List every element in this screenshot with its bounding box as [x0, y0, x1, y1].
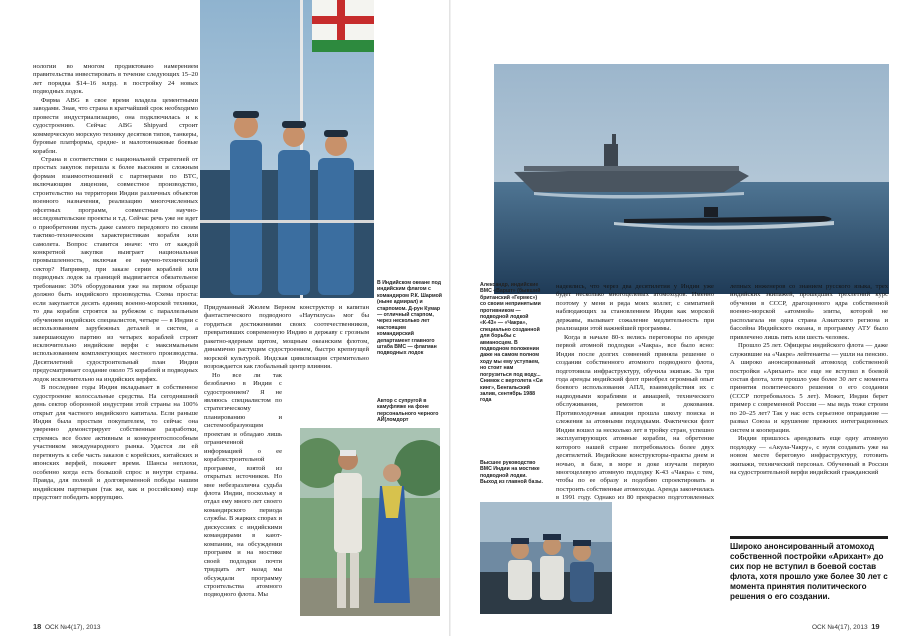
paragraph: нологии во многом продиктовано намерением правительства инвестировать в течение следующих 15–20 лет порядка $14–16 млрд. в постройку 24 новых подводных лодок.: [33, 63, 198, 96]
right-magazine-issue: ОСК №4(17), 2013: [812, 624, 868, 631]
right-page-column-2: [730, 283, 888, 533]
paragraph: В последние годы Индия вкладывает в собственное судостроение колоссальные средства. На сегодняшний день сектор оборонной индустрии этой страны на 100% открыт для частного индийского капитала. Если раньше Индия была простым покупателем, то сейчас она уверенно демонстрирует собственные разработки, стремясь все более активным и конкурентоспособным участником международного рынка. Удастся ли ей перетянуть к себе часть заказов с корейских, китайских и японских верфей, покажет время. Шансы неплохи, особенно когда есть большой спрос и внутри страны. Правда, для полной и долговременной победы нашим индийским партнерам (так же, как и российским) еще предстоит победить коррупцию.: [33, 384, 198, 502]
pull-quote: Широко анонсированный атомоход собственной постройки «Арихант» до сих пор не вступил в боевой состав флота, хотя прошло уже более 30 лет с момента принятия политического решения о его создании.: [730, 536, 888, 614]
photo-caption: Автор с супругой в камуфляже на фоне персонального черного АЙ(ломдорт: [377, 398, 439, 424]
paragraph: надеялись, что через два десятилетия у Индии уже будет несколько многоцелевых атомоходов. Именно поэтому у меня и ряда моих коллег, с симпатией наблюдающих за становлением Индии как морской державы, вызывает сожаление медлительность при реализации этой важнейшей программы.: [556, 283, 714, 333]
paragraph: Страна в соответствии с национальной стратегией от простых закупок перешла к более высоким и сложным формам взаимоотношений с партнерами по ВТС, включающим лицензии, совместное производство, строительство на территории Индии различных объектов военного назначения, реализацию многочисленных офсетных программ, совместные научно-исследовательские проекты и т.д. Сейчас речь уже не идет о приобретении пусть даже самого передового по своим тактико-техническим характеристикам корабля или самолета. Вопрос ставится иначе: что от каждой конкретной закупки выиграет национальная промышленность, включая ее научно-технический сектор? Например, при заказе серии кораблей или подводных лодок за границей выдвигается обязательное требование: 30% оборудования уже на первом образце должно быть индийского производства. Схема проста: если закупается десять единиц военно-морской техники, то два корабля строятся за рубежом с параллельным обучением индийских специалистов, четыре — в Индии с использованием зарубежных деталей и систем, а завершающую партию из четырех кораблей строят исключительно индийские верфи с максимальным использованием комплектующих местного производства. Десятилетний судостроительный план Индии предусматривает создание около 75 кораблей и подводных лодок исключительно на индийских верфях.: [33, 155, 198, 383]
left-page-column-1: [33, 63, 198, 615]
photo-officers-image: [200, 0, 374, 298]
left-page-number: 18: [33, 622, 42, 631]
paragraph: Но все ли так безоблачно в Индии с судостроением? Я не являюсь специалистом по стратегическому планированию и системообразующим проектам и обладаю лишь ограниченной информацией о ее кораблестроительной программе, взятой из открытых источников. Но мне небезразлична судьба флота Индии, поскольку я отдал ему много лет своего командирского периода службы. В жарких спорах и дискуссиях с индийскими командирами в кают-компании, на обсуждении программ и на мостике своей подлодки почти тридцать лет назад мы обсуждали программу строительства атомного подводного флота. Мы: [204, 371, 282, 599]
photo-caption: Высшее руководство ВМС Индии на мостике подводной лодки. Выход из главной базы.: [480, 460, 543, 486]
photo-caption: В Индийском океане под индийским флагом с командиром Р.К. Шармой (ныне адмирал) и старпомом. Д-рун Кумар — отличный старпом, через несколько лет настоящим командирский департамент главного штаба ВМС — флагман подводных лодок: [377, 280, 442, 357]
photo-bridge-image: [480, 502, 612, 614]
paragraph: Придуманный Жюлем Верном конструктор и капитан фантастического подводного «Наутилуса» мог бы гордиться достижениями своих соотечественников, превративших современную Индию в державу с грозным ракетно-ядерным щитом, мощным океанским флотом, динамично растущим судостроением, быстро крепнущей морской культурой. Индская цивилизация стремительно возрождается как глобальный центр влияния.: [204, 304, 369, 371]
right-page-footer: [812, 622, 880, 631]
photo-submarine-bridge: [480, 502, 612, 614]
photo-caption: Александр, индийские ВМС «Варшт» (бывший британский «Гермес») со своим непринятыми противником — подводной лодкой «К-43» — «Чакра», специально созданной для борьбы с авианосцем. В подводном положении даже на самом полном ходу мы ему уступаем, но стоит нам погрузиться под воду... Снимок с вертолета «Си кинг», Бенгальский залив, сентябрь 1988 года: [480, 282, 543, 404]
photo-carrier-image: [494, 64, 889, 294]
photo-author-image: [300, 428, 440, 616]
right-page-number: 19: [871, 622, 880, 631]
paragraph: Когда в начале 80-х велись переговоры по аренде первой атомной подлодки «Чакра», все было ясно: Индия после долгих сомнений приняла решение о создании собственного атомного подводного флота, подготовила инфраструктуру, обучила экипаж. За три года аренды индийский флот приобрел огромный опыт боевого использования АПЛ, взаимодействия их с надводными кораблями и авиацией, технического обслуживания, ремонтов и докования. Противолодочная авиация прошла школу поиска и слежения за атомными подлодками. Фактически флот Индии вошел за несколько лет в тройку стран, успешно эксплуатирующих атомные корабли, на обретение которого нашей стране потребовалось более двух десятилетий. Индийские конструкторы-практы днем и ночью, в базе, в море и доке изучали первую многоцелевую атомную подлодку К-43 «Чакра» с тем, чтобы по ее образу и подобию спроектировать и построить собственные атомоходы. Аренда закончилась в 1991 году. Однако из 80 прекрасно подготовленных: [556, 333, 714, 502]
page-gutter: [449, 0, 451, 636]
paragraph: лепных инженеров со знанием русского языка, трех индийских экипажей, прошедших трехлетний курс обучения в СССР, драгоценного ядра собственной военно-морской «атомной» элиты, которой не располагала ни одна страна Азиатского региона и бассейна Индийского океана, в программу АТУ было привлечено лишь пять или шесть человек.: [730, 283, 888, 341]
photo-author-with-spouse: [300, 428, 440, 616]
photo-carrier-and-submarine: [494, 64, 889, 294]
photo-officers-on-deck: [200, 0, 374, 298]
left-magazine-issue: ОСК №4(17), 2013: [44, 624, 101, 631]
left-page-footer: [33, 622, 101, 631]
paragraph: Фирма ABG в свое время владела цементными заводами. Зная, что страна в кратчайший срок необходимо провести индустриализацию, она подключилась и к судостроению. Сейчас ABG Shipyard строит коммерческую морскую технику десятков типов, танкеры, буровые платформы, средне- и малотоннажные боевые корабли.: [33, 96, 198, 155]
paragraph: Прошло 25 лет. Офицеры индийского флота — даже служившие на «Чакре» лейтенанты — ушли на пенсию. А широко анонсированный атомоход собственной постройки «Арихант» все еще не вступил в боевой состав флота, хотя прошло уже более 30 лет с момента принятия политического решения о его создании (СССР потребовалось 5 лет). Может, Индии берет пример с современной России — мы ведь тоже строим по 20–25 лет? Так у нас есть серьезное оправдание — развал Союза и крушение прежних интеграционных систем и кооперации.: [730, 342, 888, 434]
paragraph: Индии пришлось арендовать еще одну атомную подлодку — «Акула-Чакру», с нуля создавать уже на новом месте береговую инфраструктуру, готовить экипажи, технический персонал. Обученный в России на судостроительной верфи индийский гражданский: [730, 435, 888, 476]
